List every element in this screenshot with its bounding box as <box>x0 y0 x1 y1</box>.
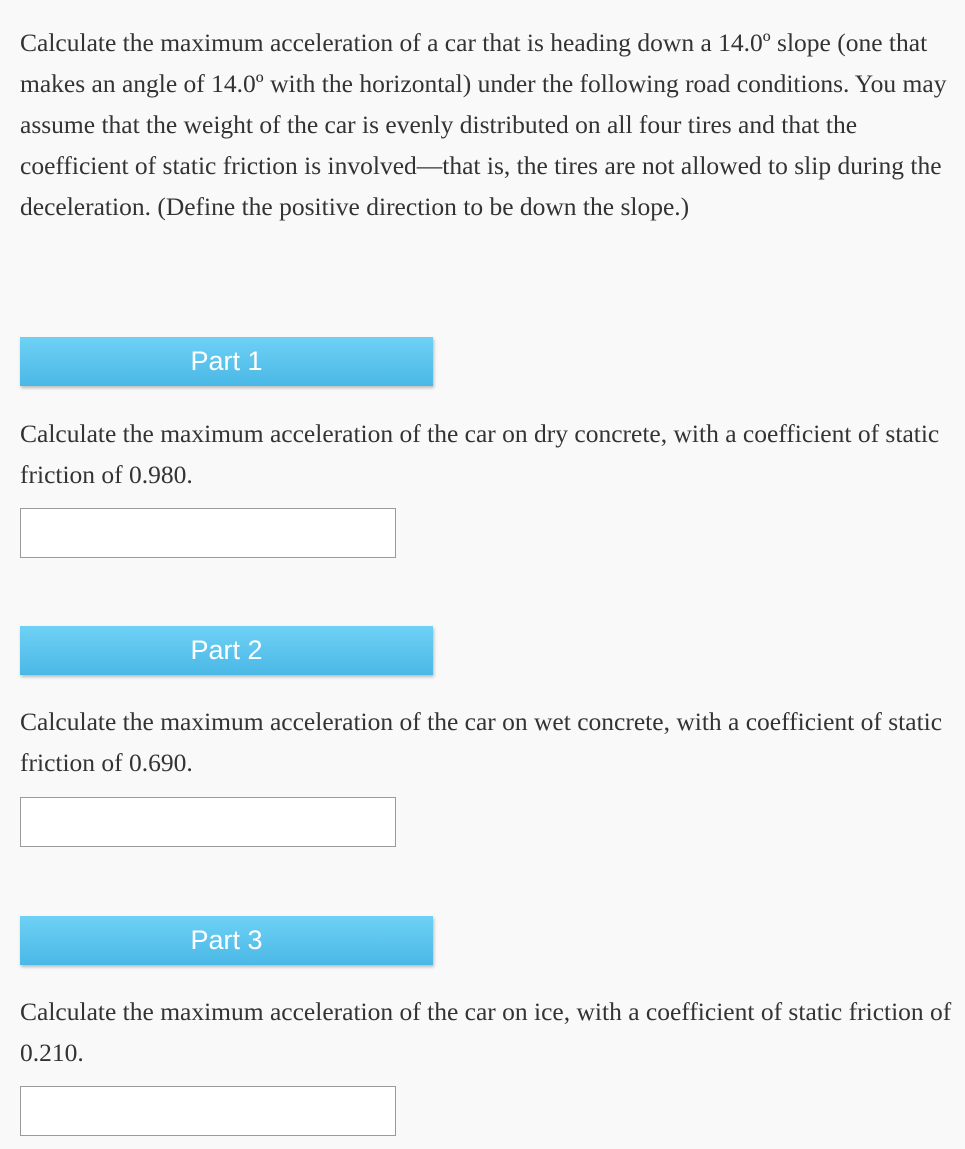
part-2-label: Part 2 <box>190 635 263 665</box>
part-3-label: Part 3 <box>190 925 263 955</box>
part-3-header <box>20 916 433 965</box>
part-2-answer-input[interactable] <box>20 797 396 847</box>
part-1-answer-input[interactable] <box>20 508 396 558</box>
part-2-header <box>20 626 433 675</box>
part-1-question: Calculate the maximum acceleration of the car on dry concrete, with a coefficient of static friction of 0.980. <box>20 419 940 489</box>
part-1-header <box>20 337 433 386</box>
part-3-answer-input[interactable] <box>20 1086 396 1136</box>
part-2-question: Calculate the maximum acceleration of the car on wet concrete, with a coefficient of static friction of 0.690. <box>20 707 943 777</box>
part-3-question: Calculate the maximum acceleration of the car on ice, with a coefficient of static friction of 0.210. <box>20 997 952 1067</box>
part-1-label: Part 1 <box>190 346 263 376</box>
problem-statement: Calculate the maximum acceleration of a car that is heading down a 14.0º slope (one that makes an angle of 14.0º with the horizontal) under the following road conditions. You may assume that the weight of the car is evenly distributed on all four tires and that the coefficient of static friction is involved—that is, the tires are not allowed to slip during the deceleration. (Define the positive direction to be down the slope.) <box>20 28 947 221</box>
